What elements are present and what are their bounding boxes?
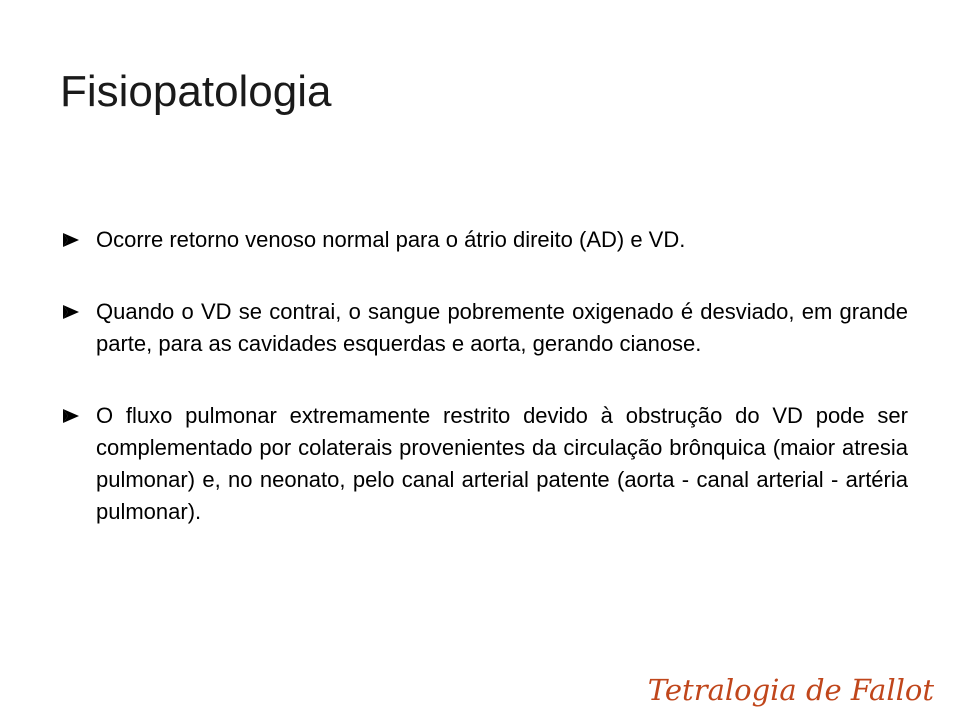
arrowhead-bullet-icon [62,408,80,424]
bullet-text: O fluxo pulmonar extremamente restrito devido à obstrução do VD pode ser complementado por colaterais provenientes da circulação brônquica (maior atresia pulmonar) e, no neonato, pelo canal arterial patente (aorta - canal arterial - artéria pulmonar). [96,403,908,524]
bullet-item [62,224,908,256]
arrowhead-bullet-icon [62,232,80,248]
bullet-item [62,400,908,528]
bullet-text: Quando o VD se contrai, o sangue pobremente oxigenado é desviado, em grande parte, para as cavidades esquerdas e aorta, gerando cianose. [96,299,908,356]
bullet-list [62,224,908,528]
slide-title: Fisiopatologia [60,67,332,116]
arrowhead-bullet-icon [62,304,80,320]
bullet-text: Ocorre retorno venoso normal para o átrio direito (AD) e VD. [96,227,686,252]
bullet-item [62,296,908,360]
footer-brand: Tetralogia de Fallot [647,673,934,708]
